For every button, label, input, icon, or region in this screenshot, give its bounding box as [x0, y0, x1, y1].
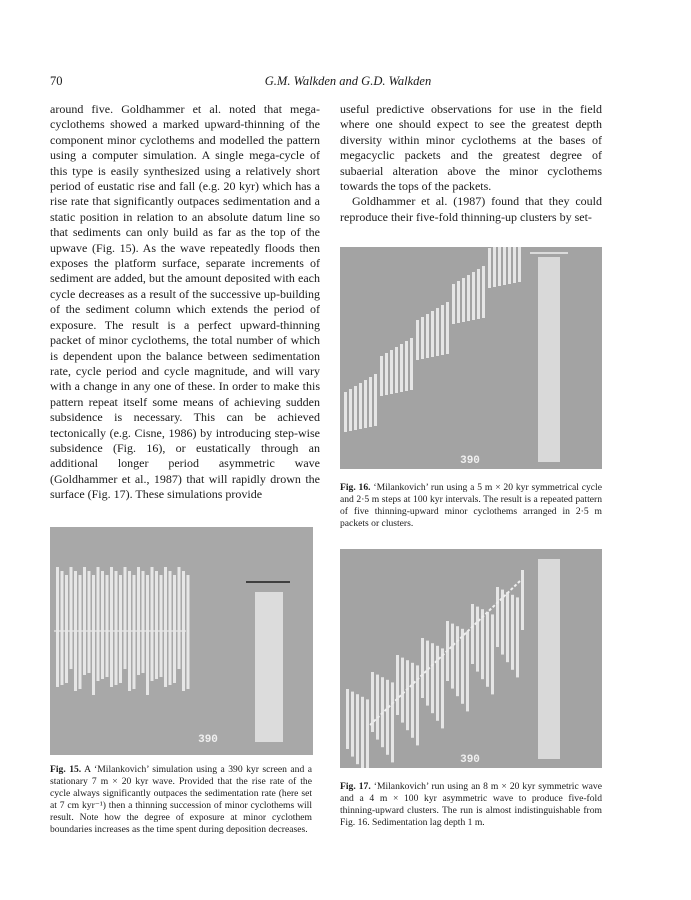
fig16-bar	[349, 389, 352, 431]
fig15-bar	[142, 571, 145, 673]
fig15-bar	[106, 575, 109, 677]
fig16-bar	[477, 269, 480, 319]
fig16-bar	[354, 386, 357, 430]
fig17-bar	[466, 631, 469, 711]
fig15-bar	[92, 575, 95, 695]
fig17-bar	[421, 638, 424, 698]
fig16-bar	[359, 383, 362, 429]
figure-15-svg	[50, 527, 313, 755]
fig17-bar	[401, 658, 404, 723]
fig16-bar	[488, 248, 491, 288]
fig15-bar	[124, 567, 127, 669]
fig15-bar	[119, 575, 122, 683]
figure-17-caption-text: ‘Milankovich’ run using an 8 m × 20 kyr symmetric wave and a 4 m × 100 kyr asymmetric wave to produce five-fold thinning-upward clusters. The run is almost indistinguishable from Fig. 16. Sedimentation lag depth 1 m.	[340, 781, 602, 828]
fig15-bar	[146, 575, 149, 695]
fig15-bar	[164, 567, 167, 687]
fig15-bar	[173, 575, 176, 683]
fig16-bar	[385, 353, 388, 395]
right-paragraph-1: useful predictive observations for use in the field where one should expect to see the greatest depth diversity within minor cyclothems at the bases of megacyclic packets and the greatest degree of subaerial alteration above the minor cyclothems towards the tops of the packets.	[340, 102, 602, 194]
fig17-bar	[481, 609, 484, 679]
fig17-sea-level-column	[538, 559, 560, 759]
fig17-bar	[411, 663, 414, 738]
fig17-bar	[346, 689, 349, 749]
fig17-bar	[426, 641, 429, 706]
fig16-bar	[390, 350, 393, 394]
running-head: G.M. Walkden and G.D. Walkden	[264, 74, 432, 88]
fig15-bar	[65, 575, 68, 683]
fig15-sea-level-column	[255, 592, 283, 742]
fig17-screen-label: 390	[460, 754, 480, 766]
fig16-bar	[410, 338, 413, 390]
fig17-bar	[366, 699, 369, 768]
fig15-bar	[56, 567, 59, 687]
fig17-bar	[361, 697, 364, 768]
fig15-bar	[83, 567, 86, 675]
fig17-bar	[376, 675, 379, 740]
fig15-bar	[97, 567, 100, 681]
fig17-bar	[386, 680, 389, 755]
fig15-bar	[151, 567, 154, 681]
fig16-bar	[380, 356, 383, 396]
fig16-bar	[441, 305, 444, 355]
figure-15-image	[50, 527, 313, 755]
fig16-bar	[452, 284, 455, 324]
figure-17-caption	[340, 781, 602, 829]
figure-16-svg	[340, 247, 602, 469]
fig17-bar	[351, 692, 354, 757]
fig17-bar	[486, 612, 489, 687]
fig16-bar	[457, 281, 460, 323]
fig15-bar	[133, 575, 136, 689]
fig15-bar	[187, 575, 190, 689]
fig17-bar	[521, 570, 524, 630]
fig16-bar	[493, 247, 496, 287]
fig16-bar	[508, 247, 511, 284]
fig16-bar	[462, 278, 465, 322]
fig17-bar	[516, 597, 519, 677]
figure-16-caption-text: ‘Milankovich’ run using a 5 m × 20 kyr symmetrical cycle and 2·5 m steps at 100 kyr intervals. The result is a repeated pattern of five thinning-upward minor cyclothems arranged in 2·5 m packets or clusters.	[340, 482, 602, 529]
page-header	[50, 74, 646, 90]
fig17-bar	[496, 587, 499, 647]
fig17-bar	[356, 694, 359, 764]
figure-17-image	[340, 549, 602, 768]
fig15-bar	[178, 567, 181, 669]
fig16-bar	[513, 247, 516, 283]
fig17-bar	[431, 643, 434, 713]
fig15-bar	[169, 571, 172, 685]
fig16-bar	[416, 320, 419, 360]
fig16-bar	[400, 344, 403, 392]
fig17-bar	[396, 655, 399, 715]
fig17-bar	[506, 592, 509, 662]
fig16-bar	[503, 247, 506, 285]
fig17-bar	[391, 682, 394, 762]
fig17-bar	[511, 595, 514, 670]
fig15-bar	[110, 567, 113, 687]
fig15-bar	[115, 571, 118, 685]
fig16-bar	[426, 314, 429, 358]
fig17-bar	[456, 626, 459, 696]
fig17-bar	[461, 629, 464, 704]
page-number: 70	[50, 74, 63, 88]
fig15-bar	[137, 567, 140, 675]
fig16-bar	[446, 302, 449, 354]
fig16-bar	[482, 266, 485, 318]
fig16-bar	[472, 272, 475, 320]
fig16-bar	[364, 380, 367, 428]
fig16-sea-level-column	[538, 257, 560, 462]
figure-17-label: Fig. 17.	[340, 781, 371, 792]
fig15-bar	[160, 575, 163, 677]
figure-15-caption-text: A ‘Milankovich’ simulation using a 390 kyr screen and a stationary 7 m × 20 kyr wave. Provided that the rise rate of the cycle always significantly outpaces the sedimentation rate (here set at 7 cm kyr⁻¹) then a thinning succession of minor cyclothems will result. Note how the degree of exposure at minor cyclothem boundaries increases as the time spent during deposition decreases.	[50, 764, 312, 835]
fig16-bar	[436, 308, 439, 356]
fig16-bar	[518, 247, 521, 282]
fig15-screen-label: 390	[198, 734, 218, 746]
fig15-bar	[101, 571, 104, 679]
fig17-bar	[451, 624, 454, 689]
fig16-bar	[395, 347, 398, 393]
fig16-bar	[498, 247, 501, 286]
fig15-bar	[88, 571, 91, 673]
fig16-screen-label: 390	[460, 455, 480, 467]
figure-15-label: Fig. 15.	[50, 764, 82, 775]
fig16-bar	[431, 311, 434, 357]
fig15-bar	[61, 571, 64, 685]
fig16-bar	[421, 317, 424, 359]
figure-16-label: Fig. 16.	[340, 482, 371, 493]
fig17-bar	[471, 604, 474, 664]
fig16-bar	[344, 392, 347, 432]
right-column	[340, 102, 602, 225]
fig17-bar	[476, 607, 479, 672]
left-paragraph: around five. Goldhammer et al. noted that mega-cyclothems showed a marked upward-thinning of the component minor cyclothems and modelled the pattern using a computer simulation. A single mega-cycle of this type is easily synthesized using a relatively short period of eustatic rise and fall (e.g. 20 kyr) which has a rise rate that significantly outpaces sedimentation and a static position in relation to an absolute datum line so that sediments can only build as far as the top of the upwave (Fig. 15). As the wave repeatedly floods then exposes the platform surface, separate increments of sediment are added, but the amount deposited with each cycle decreases as a result of the successive up-building of the sediment column which extends the period of exposure. The result is a perfect upward-thinning packet of minor cyclothems, the total number of which is dependent upon the balance between sedimentation rate, cycle period and cycle magnitude, and will vary with a change in any one of these. In order to make this pattern repeat itself some means of achieving sudden subsidence is necessary. This can be achieved tectonically (e.g. Cisne, 1986) by introducing step-wise subsidence (Fig. 16), or eustatically through an additional longer period asymmetric wave (Goldhammer et al., 1987) that will rapidly drown the surface (Fig. 17). These simulations provide	[50, 102, 320, 502]
fig16-screen-bg	[340, 247, 602, 469]
fig16-bar	[405, 341, 408, 391]
fig17-bar	[441, 648, 444, 728]
figure-16-caption	[340, 482, 602, 530]
right-paragraph-2: Goldhammer et al. (1987) found that they could reproduce their five-fold thinning-up clusters by set-	[340, 194, 602, 224]
fig17-bar	[491, 614, 494, 694]
figure-15-caption	[50, 764, 312, 836]
fig15-bar	[155, 571, 158, 679]
fig16-bar	[467, 275, 470, 321]
fig15-bar	[70, 567, 73, 669]
figure-17-svg	[340, 549, 602, 768]
fig17-bar	[406, 660, 409, 730]
left-column	[50, 102, 320, 503]
fig16-bar	[374, 374, 377, 426]
fig15-bar	[79, 575, 82, 689]
figure-16-image	[340, 247, 602, 469]
fig17-bar	[436, 646, 439, 721]
fig16-bar	[369, 377, 372, 427]
